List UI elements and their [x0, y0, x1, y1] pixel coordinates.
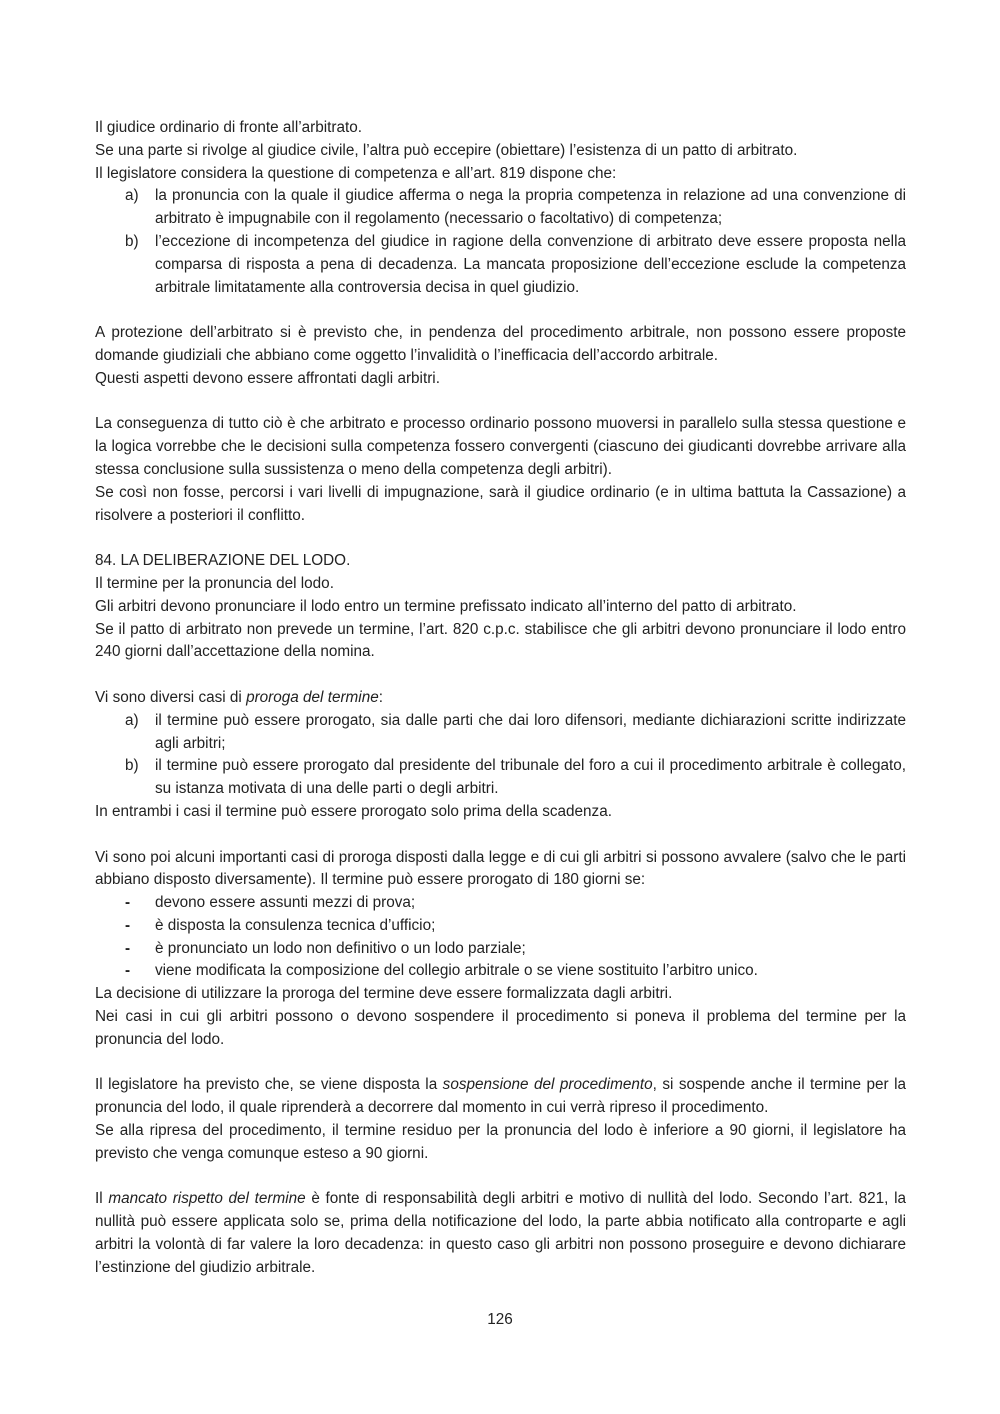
- list-marker: -: [125, 894, 131, 912]
- list-item-text: devono essere assunti mezzi di prova;: [155, 894, 416, 912]
- page-number: 126: [487, 1311, 513, 1328]
- paragraph-line: Se così non fosse, percorsi i vari livelli di impugnazione, sarà il giudice ordinario (e in ultima battuta la Cassazione) a risolvere a posteriori il conflitto.: [95, 483, 906, 524]
- paragraph-protezione: A protezione dell’arbitrato si è previsto che, in pendenza del procedimento arbitrale, non possono essere proposte domande giudiziali che abbiano come oggetto l’invalidità o l’inefficacia dell’accordo arbitrale.: [95, 324, 906, 364]
- paragraph-gap: [95, 527, 906, 550]
- text-run: è fonte di responsabilità degli arbitri e motivo di nullità del lodo. Secondo l’art. 821, la nullità può essere applicata solo se, prima della notificazione del lodo, la parte abbia notificato alla controparte e agli arbitri la volontà di far valere la loro decadenza: in questo caso gli arbitri non possono proseguire e devono dichiarare l’estinzione del giudizio arbitrale.: [95, 1190, 906, 1276]
- list-item-text: è pronunciato un lodo non definitivo o un lodo parziale;: [155, 939, 526, 957]
- paragraph-sospensione: [95, 1074, 906, 1120]
- text-run: Il: [95, 1190, 109, 1208]
- italic-term: proroga del termine: [246, 688, 379, 706]
- list-item-text: la pronuncia con la quale il giudice afferma o nega la propria competenza in relazione ad una convenzione di arbitrato è impugnabile con il regolamento (necessario o facoltativo) di competenza;: [155, 187, 906, 228]
- paragraph-line: Nei casi in cui gli arbitri possono o devono sospendere il procedimento si poneva il problema del termine per la pronuncia del lodo.: [95, 1008, 906, 1048]
- list-item: [95, 231, 906, 299]
- paragraph-gap: [95, 391, 906, 414]
- italic-term: mancato rispetto del termine: [108, 1190, 306, 1208]
- list-item: [95, 915, 906, 938]
- list-item-text: l’eccezione di incompetenza del giudice in ragione della convenzione di arbitrato deve essere proposta nella comparsa di risposta a pena di decadenza. La mancata proposizione dell’eccezione esclude la competenza arbitrale limitatamente alla controversia decisa in quel giudizio.: [155, 232, 906, 296]
- list-item: [95, 892, 906, 915]
- list-casi-proroga: [95, 892, 906, 983]
- paragraph-mancato-rispetto: [95, 1188, 906, 1279]
- paragraph-gap: [95, 299, 906, 322]
- list-marker: -: [125, 962, 131, 980]
- list-art-819: [95, 185, 906, 299]
- list-marker: -: [125, 916, 131, 934]
- paragraph-line: Gli arbitri devono pronunciare il lodo entro un termine prefissato indicato all’interno del patto di arbitrato.: [95, 597, 797, 615]
- document-page: [95, 117, 906, 1280]
- section-heading: 84. LA DELIBERAZIONE DEL LODO.: [95, 552, 351, 570]
- paragraph-line: Se alla ripresa del procedimento, il termine residuo per la pronuncia del lodo è inferiore a 90 giorni, il legislatore ha previsto che venga comunque esteso a 90 giorni.: [95, 1122, 906, 1162]
- paragraph-proroga-intro: [95, 687, 906, 710]
- paragraph-line: La decisione di utilizzare la proroga del termine deve essere formalizzata dagli arbitri.: [95, 985, 673, 1003]
- list-marker: a): [125, 187, 139, 205]
- list-item-text: è disposta la consulenza tecnica d’ufficio;: [155, 916, 436, 934]
- paragraph-line: In entrambi i casi il termine può essere prorogato solo prima della scadenza.: [95, 802, 612, 820]
- text-run: :: [378, 688, 383, 706]
- list-proroga: [95, 710, 906, 801]
- list-item: [95, 710, 906, 756]
- paragraph-gap: [95, 1166, 906, 1189]
- subheading-giudice-ordinario: Il giudice ordinario di fronte all’arbitrato.: [95, 119, 362, 136]
- list-marker: b): [125, 232, 139, 250]
- list-item: [95, 938, 906, 961]
- paragraph-line: Se il patto di arbitrato non prevede un termine, l’art. 820 c.p.c. stabilisce che gli arbitri devono pronunciare il lodo entro 240 giorni dall’accettazione della nomina.: [95, 620, 906, 661]
- list-item: [95, 960, 906, 983]
- list-item: [95, 185, 906, 231]
- list-item-text: il termine può essere prorogato, sia dalle parti che dai loro difensori, mediante dichiarazioni scritte indirizzate agli arbitri;: [155, 711, 906, 752]
- paragraph-proroga-legge: Vi sono poi alcuni importanti casi di proroga disposti dalla legge e di cui gli arbitri si possono avvalere (salvo che le parti abbiano disposto diversamente). Il termine può essere prorogato di 180 giorni se:: [95, 848, 906, 889]
- text-run: Vi sono diversi casi di: [95, 688, 247, 706]
- paragraph-conseguenza: La conseguenza di tutto ciò è che arbitrato e processo ordinario possono muoversi in parallelo sulla stessa questione e la logica vorrebbe che le decisioni sulla competenza fossero convergenti (ciascuno dei giudicanti dovrebbe arrivare alla stessa conclusione sulla sussistenza o meno della competenza degli arbitri).: [95, 415, 906, 478]
- list-item: [95, 755, 906, 801]
- paragraph-line: Questi aspetti devono essere affrontati dagli arbitri.: [95, 369, 440, 387]
- subheading-termine: Il termine per la pronuncia del lodo.: [95, 574, 334, 592]
- paragraph-gap: [95, 1052, 906, 1075]
- text-run: , si sospende anche il termine per la pronuncia del lodo, il quale riprenderà a decorrere dal momento in cui verrà ripreso il procedimento.: [95, 1076, 907, 1117]
- paragraph-line: Se una parte si rivolge al giudice civile, l’altra può eccepire (obiettare) l’esistenza di un patto di arbitrato.: [95, 141, 798, 159]
- list-item-text: il termine può essere prorogato dal presidente del tribunale del foro a cui il procedimento arbitrale è collegato, su istanza motivata di una delle parti o degli arbitri.: [155, 757, 906, 798]
- italic-term: sospensione del procedimento: [442, 1076, 653, 1094]
- list-marker: b): [125, 757, 139, 775]
- list-marker: a): [125, 711, 139, 729]
- paragraph-gap: [95, 664, 906, 687]
- list-marker: -: [125, 939, 131, 957]
- paragraph-line: Il legislatore considera la questione di competenza e all’art. 819 dispone che:: [95, 164, 617, 182]
- paragraph-gap: [95, 824, 906, 847]
- text-run: Il legislatore ha previsto che, se viene disposta la: [95, 1076, 443, 1094]
- list-item-text: viene modificata la composizione del collegio arbitrale o se viene sostituito l’arbitro unico.: [155, 962, 758, 980]
